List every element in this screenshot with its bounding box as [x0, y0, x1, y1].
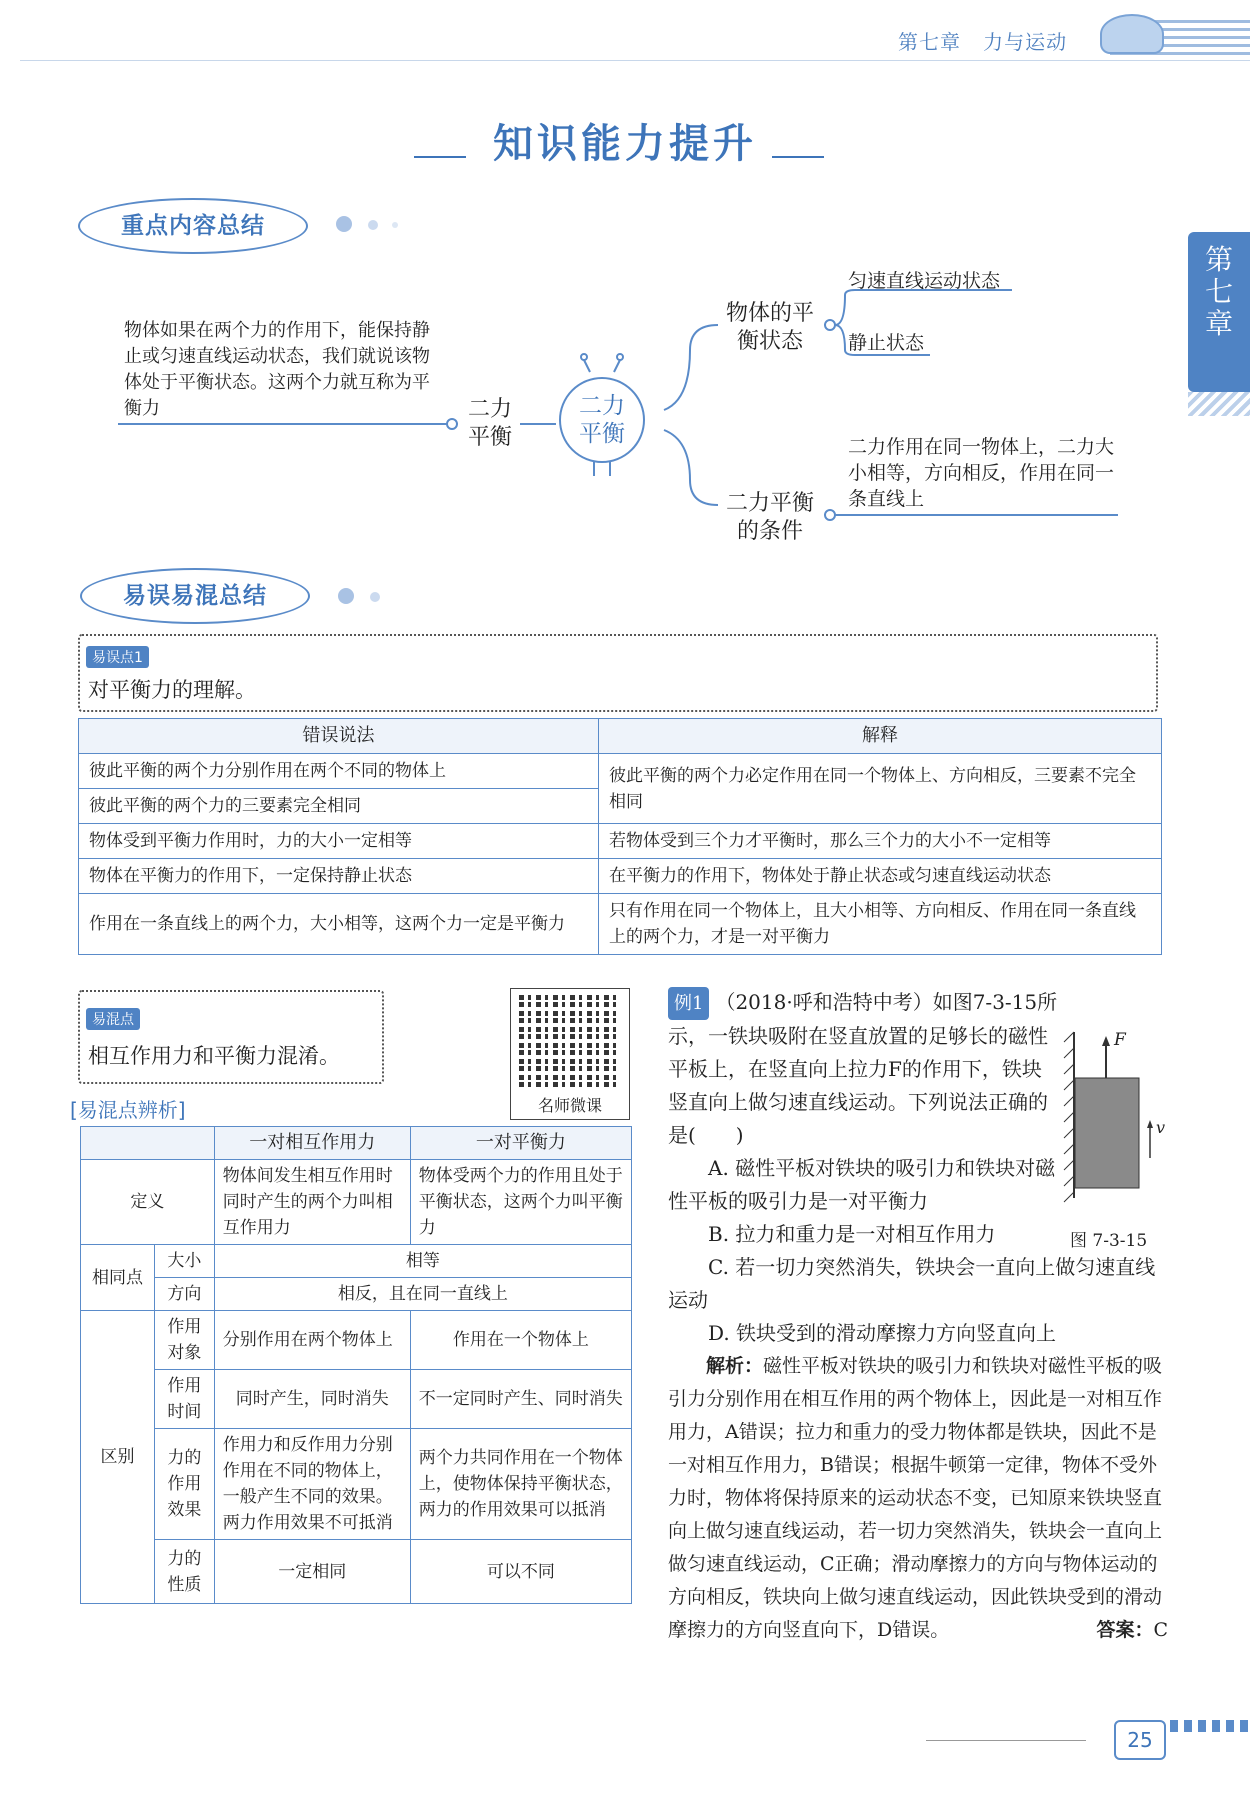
table-row: [81, 1370, 632, 1429]
table-cell: 可以不同: [410, 1540, 631, 1604]
figure-velocity-label: v: [1156, 1118, 1166, 1137]
table-cell: 物体受到平衡力作用时，力的大小一定相等: [79, 824, 599, 859]
qr-code-label: 名师微课: [511, 1093, 629, 1116]
header-topic: 力与运动: [983, 30, 1068, 54]
qr-code-pattern: [519, 995, 621, 1091]
header-rule: [20, 60, 1250, 61]
table-cell: 两个力共同作用在一个物体上，使物体保持平衡状态，两力的作用效果可以抵消: [410, 1429, 631, 1540]
mindmap-definition: 物体如果在两个力的作用下，能保持静止或匀速直线运动状态，我们就说该物体处于平衡状态。这两个力就互称为平衡力: [124, 320, 430, 419]
table-row: [81, 1540, 632, 1604]
table-row: [79, 894, 1162, 955]
example-stem-wrap: [668, 986, 1060, 1152]
row-group-label: 区别: [81, 1311, 155, 1604]
table-row: [81, 1429, 632, 1540]
table-cell: 作用在一条直线上的两个力，大小相等，这两个力一定是平衡力: [79, 894, 599, 955]
answer-label: 答案：: [1096, 1619, 1154, 1641]
table-row: [81, 1160, 632, 1245]
table-cell: 若物体受到三个力才平衡时，那么三个力的大小不一定相等: [599, 824, 1162, 859]
mindmap-node-balance: 二力平衡: [467, 397, 512, 450]
analysis-wrap: [668, 1350, 1168, 1647]
section-error-header: 易误易混总结: [80, 568, 310, 624]
row-label: 作用时间: [155, 1370, 215, 1429]
footer-decoration: [1170, 1720, 1250, 1732]
row-label: 力的作用效果: [155, 1429, 215, 1540]
table-cell: 在平衡力的作用下，物体处于静止状态或匀速直线运动状态: [599, 859, 1162, 894]
row-label: 作用对象: [155, 1311, 215, 1370]
title-underline-right: [772, 156, 824, 158]
table-row: [79, 824, 1162, 859]
table-cell: 同时产生，同时消失: [214, 1370, 410, 1429]
table-row: [81, 1245, 632, 1278]
error-point-text: 对平衡力的理解。: [88, 678, 256, 702]
section-key-content-header: 重点内容总结: [78, 198, 308, 254]
mindmap-center-node: 二力平衡: [579, 393, 625, 447]
mindmap-condition-text: 二力作用在同一物体上，二力大小相等，方向相反，作用在同一条直线上: [848, 436, 1115, 510]
answer-wrap: [1058, 1614, 1168, 1647]
table-row: [79, 754, 1162, 789]
side-tab-decoration: [1188, 392, 1250, 416]
confusion-analysis-title: [易混点辨析]: [70, 1098, 186, 1122]
page-title: 知识能力提升: [493, 121, 757, 167]
book-icon: [1100, 14, 1164, 54]
table-cell: 物体在平衡力的作用下，一定保持静止状态: [79, 859, 599, 894]
comparison-table: [80, 1126, 632, 1604]
mindmap-node-balance-state: 物体的平衡状态: [725, 301, 814, 354]
comparison-corner: [81, 1127, 215, 1160]
comparison-header: 一对平衡力: [410, 1127, 631, 1160]
option-a: A. 磁性平板对铁块的吸引力和铁块对磁性平板的吸引力是一对平衡力: [668, 1156, 1056, 1213]
chapter-side-tab: [1188, 232, 1250, 392]
row-label: 定义: [81, 1160, 215, 1245]
header-chapter: [898, 26, 1067, 55]
example-stem: （2018·呼和浩特中考）如图7-3-15所示，一铁块吸附在竖直放置的足够长的磁性平板上，在竖直向上拉力F的作用下，铁块竖直向上做匀速直线运动。下列说法正确的是( ): [668, 990, 1058, 1147]
figure-magnet-plate: [1062, 1028, 1170, 1228]
error-table-header: 解释: [599, 719, 1162, 754]
table-cell: 只有作用在同一个物体上，且大小相等、方向相反、作用在同一条直线上的两个力，才是一对平衡力: [599, 894, 1162, 955]
footer-rule: [926, 1740, 1086, 1741]
row-label: 大小: [155, 1245, 215, 1278]
table-row: [81, 1311, 632, 1370]
table-cell: 分别作用在两个物体上: [214, 1311, 410, 1370]
table-cell: 作用在一个物体上: [410, 1311, 631, 1370]
figure-caption: 图 7-3-15: [1070, 1231, 1148, 1251]
row-label: 方向: [155, 1278, 215, 1311]
figure-force-label: F: [1114, 1030, 1126, 1050]
table-row: [81, 1278, 632, 1311]
confusion-point-text: 相互作用力和平衡力混淆。: [88, 1044, 340, 1068]
header-chapter-label: 第七章: [898, 30, 961, 54]
qr-code[interactable]: [510, 988, 630, 1120]
table-cell: 彼此平衡的两个力分别作用在两个不同的物体上: [79, 754, 599, 789]
table-cell: 物体间发生相互作用时同时产生的两个力叫相互作用力: [214, 1160, 410, 1245]
page-number: 25: [1114, 1720, 1166, 1760]
decor-dot: [392, 222, 398, 228]
decor-dot: [338, 588, 354, 604]
answer-value: C: [1153, 1619, 1168, 1641]
error-table: [78, 718, 1162, 955]
side-tab-label: 第七章: [1204, 243, 1233, 340]
analysis-text: 磁性平板对铁块的吸引力和铁块对磁性平板的吸引力分别作用在相互作用的两个物体上，因此是一对相互作用力，A错误；拉力和重力的受力物体都是铁块，因此不是一对相互作用力，B错误；根据牛顿第一定律，物体不受外力时，物体将保持原来的运动状态不变，已知原来铁块竖直向上做匀速直线运动，若一切力突然消失，铁块会一直向上做匀速直线运动，C正确；滑动摩擦力的方向与物体运动的方向相反，铁块向上做匀速直线运动，因此铁块受到的滑动摩擦力的方向竖直向下，D错误。: [668, 1355, 1163, 1641]
table-cell: 作用力和反作用力分别作用在不同的物体上，一般产生不同的效果。两力作用效果不可抵消: [214, 1429, 410, 1540]
table-cell: 彼此平衡的两个力必定作用在同一个物体上、方向相反，三要素不完全相同: [599, 754, 1162, 824]
error-point-tag: 易误点1: [86, 646, 149, 668]
table-cell: 彼此平衡的两个力的三要素完全相同: [79, 789, 599, 824]
decor-dot: [336, 216, 352, 232]
table-cell: 相等: [214, 1245, 631, 1278]
confusion-point-tag: 易混点: [86, 1008, 140, 1030]
table-cell: 不一定同时产生、同时消失: [410, 1370, 631, 1429]
decor-dot: [368, 220, 378, 230]
mindmap-state-static: 静止状态: [848, 332, 925, 354]
error-table-header: 错误说法: [79, 719, 599, 754]
mindmap-node-condition: 二力平衡的条件: [725, 491, 814, 544]
analysis-label: 解析：: [706, 1355, 764, 1377]
row-label: 力的性质: [155, 1540, 215, 1604]
option-b: B. 拉力和重力是一对相互作用力: [708, 1222, 996, 1246]
table-cell: 物体受两个力的作用且处于平衡状态，这两个力叫平衡力: [410, 1160, 631, 1245]
table-row: [79, 859, 1162, 894]
table-cell: 相反，且在同一直线上: [214, 1278, 631, 1311]
decor-dot: [370, 592, 380, 602]
option-c: C. 若一切力突然消失，铁块会一直向上做匀速直线运动: [668, 1255, 1156, 1312]
mindmap-state-uniform: 匀速直线运动状态: [848, 270, 1001, 292]
comparison-header: 一对相互作用力: [214, 1127, 410, 1160]
title-underline-left: [414, 156, 466, 158]
table-cell: 一定相同: [214, 1540, 410, 1604]
example-badge: 例1: [668, 987, 709, 1020]
row-group-label: 相同点: [81, 1245, 155, 1311]
option-d: D. 铁块受到的滑动摩擦力方向竖直向上: [708, 1321, 1057, 1345]
